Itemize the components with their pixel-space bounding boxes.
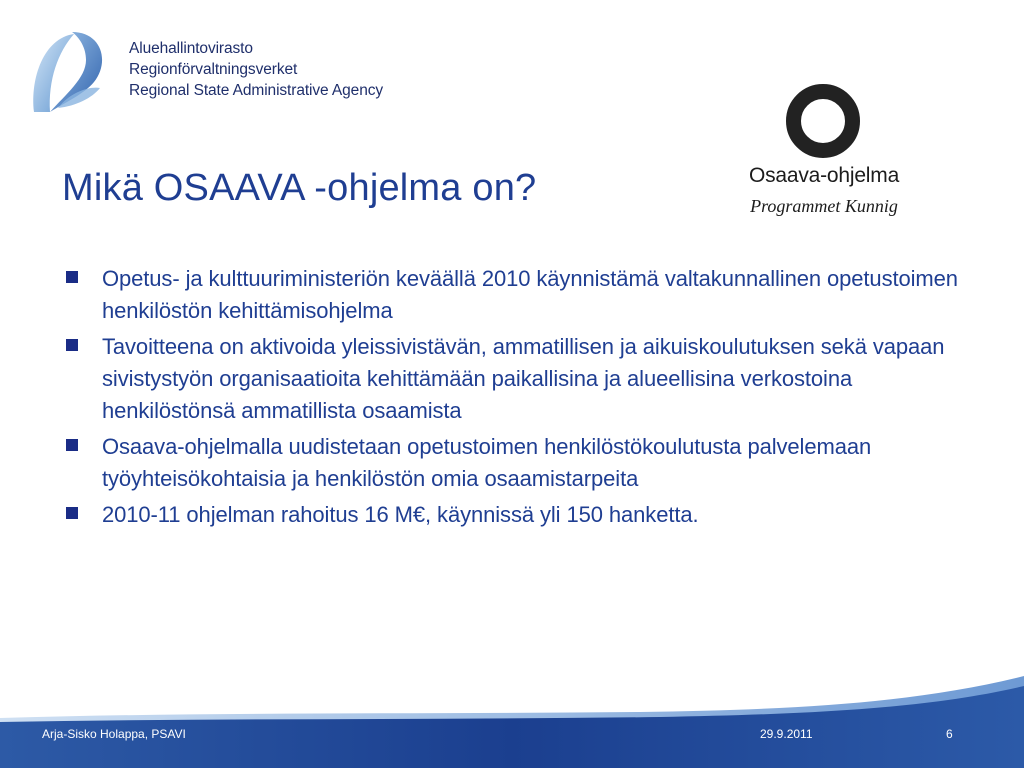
footer-band (0, 672, 1024, 768)
agency-logo-icon (28, 28, 108, 114)
agency-name-fi: Aluehallintovirasto (129, 40, 253, 57)
bullet-text: Opetus- ja kulttuuriministeriön keväällä 2010 käynnistämä valtakunnallinen opetustoimen henkilöstön kehittämisohjelma (102, 266, 958, 323)
osaava-o-icon (786, 84, 860, 158)
agency-name-en: Regional State Administrative Agency (129, 82, 384, 99)
agency-name-block (129, 38, 383, 101)
bullet-text: Osaava-ohjelmalla uudistetaan opetustoimen henkilöstökoulutusta palvelemaan työyhteisökohtaisia ja henkilöstön omia osaamistarpeita (102, 434, 872, 491)
bullet-text: Tavoitteena on aktivoida yleissivistävän, ammatillisen ja aikuiskoulutuksen sekä vapaan sivistystyön organisaatioita kehittämään paikallisina ja alueellisina verkostoina henkilöstönsä ammatillista osaamista (102, 334, 945, 423)
osaava-logo-subtitle: Programmet Kunnig (750, 196, 898, 216)
bullet-item (64, 431, 964, 495)
bullet-square-icon (66, 339, 78, 351)
bullet-square-icon (66, 507, 78, 519)
bullet-item (64, 331, 964, 427)
bullet-item (64, 263, 964, 327)
bullet-square-icon (66, 271, 78, 283)
bullet-text: 2010-11 ohjelman rahoitus 16 M€, käynnissä yli 150 hanketta. (102, 502, 699, 527)
bullet-item (64, 499, 964, 531)
footer-wave (0, 672, 1024, 768)
bullet-list (64, 263, 964, 535)
slide-title: Mikä OSAAVA -ohjelma on? (62, 167, 537, 209)
footer-date: 29.9.2011 (760, 727, 813, 741)
footer-author: Arja-Sisko Holappa, PSAVI (42, 727, 186, 741)
agency-name-sv: Regionförvaltningsverket (129, 61, 298, 78)
bullet-square-icon (66, 439, 78, 451)
osaava-logo-name: Osaava-ohjelma (748, 164, 900, 187)
page-number: 6 (946, 727, 953, 741)
